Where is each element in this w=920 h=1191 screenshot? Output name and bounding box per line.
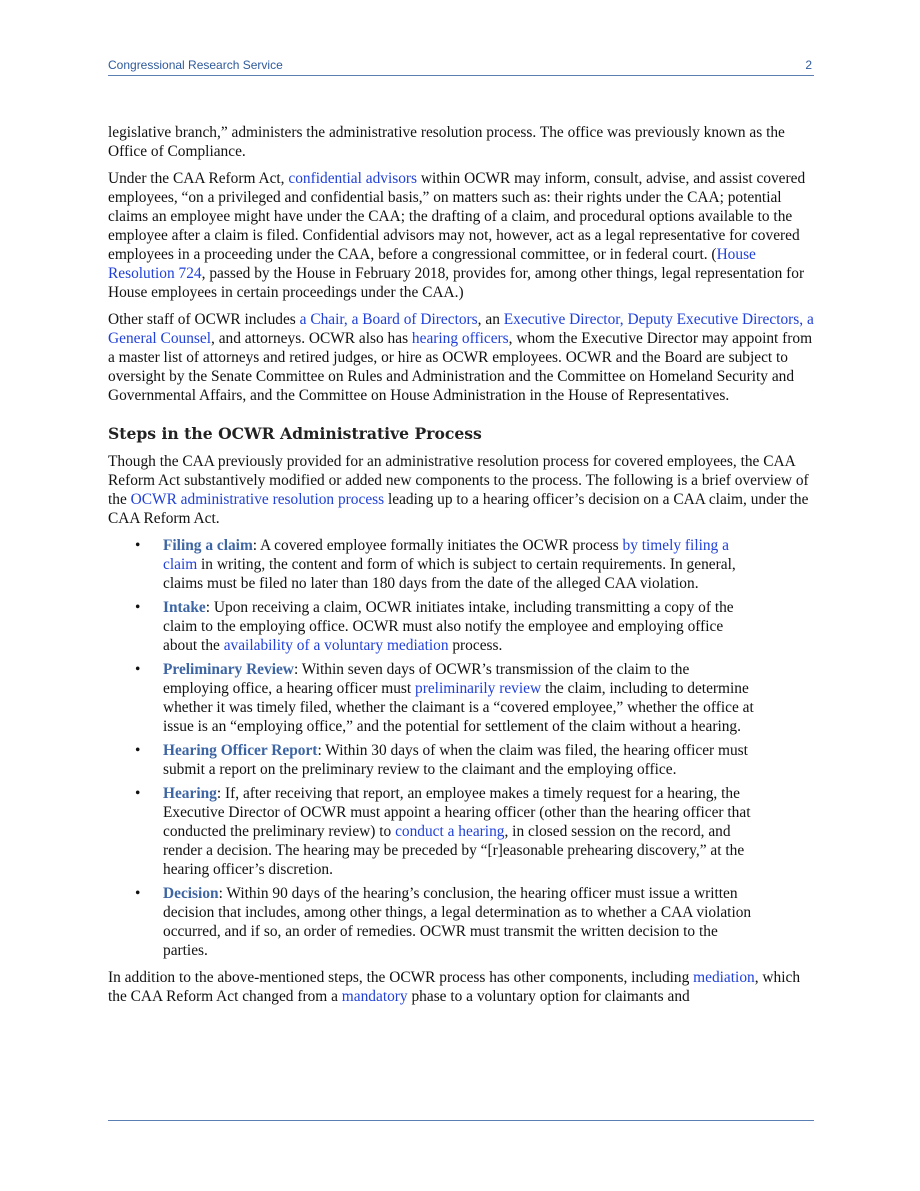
- paragraph-other-components: In addition to the above-mentioned steps, the OCWR process has other components, including mediation, which the CAA Reform Act changed from a mandatory phase to a voluntary option for claimants and: [108, 969, 801, 1005]
- step-term: Intake: [163, 599, 206, 616]
- link-chair-board[interactable]: a Chair, a Board of Directors: [299, 311, 478, 328]
- list-item: • Decision: Within 90 days of the hearing’s conclusion, the hearing officer must issue a written decision that includes, among other things, a legal determination as to whether a CAA violation occurred, and if so, an order of remedies. OCWR must transmit the written decision to the parties.: [135, 885, 752, 959]
- step-term: Hearing Officer Report: [163, 742, 318, 759]
- paragraph-confidential-advisors: Under the CAA Reform Act, confidential advisors within OCWR may inform, consult, advise, and assist covered employees, “on a privileged and confidential basis,” on matters such as: their rights under the CAA; potential claims an employee might have under the CAA; the drafting of a claim, and procedural options available to the employee after a claim is filed. Confidential advisors may not, however, act as a legal representative for covered employees in a proceeding under the CAA, before a congressional committee, or in federal court. (House Resolution 724, passed by the House in February 2018, provides for, among other things, legal representation for House employees in certain proceedings under the CAA.): [108, 170, 806, 301]
- step-term: Filing a claim: [163, 537, 253, 554]
- page-header: [108, 57, 814, 76]
- link-confidential-advisors[interactable]: confidential advisors: [288, 170, 418, 187]
- bullet-icon: •: [135, 599, 141, 616]
- list-item: • Hearing Officer Report: Within 30 days of when the claim was filed, the hearing officer must submit a report on the preliminary review to the claimant and the employing office.: [135, 742, 748, 778]
- link-mandatory[interactable]: mandatory: [341, 988, 408, 1005]
- paragraph-steps-intro: Though the CAA previously provided for an administrative resolution process for covered employees, the CAA Reform Act substantively modified or added new components to the process. The following is a brief overview of the OCWR administrative resolution process leading up to a hearing officer’s decision on a CAA claim, under the CAA Reform Act.: [108, 453, 809, 527]
- step-term: Decision: [163, 885, 219, 902]
- footer-divider: [108, 1120, 814, 1121]
- link-ocwr-process[interactable]: OCWR administrative resolution process: [130, 491, 385, 508]
- bullet-icon: •: [135, 661, 141, 678]
- list-item: • Preliminary Review: Within seven days of OCWR’s transmission of the claim to the employing office, a hearing officer must preliminarily review the claim, including to determine whether it was timely filed, whether the claimant is a “covered employee,” whether the office at issue is an “employing office,” and the potential for settlement of the claim without a hearing.: [135, 661, 754, 735]
- bullet-icon: •: [135, 885, 141, 902]
- link-mediation[interactable]: mediation: [693, 969, 755, 986]
- link-executive-director[interactable]: Executive Director, Deputy Executive Directors, a General Counsel: [108, 311, 814, 347]
- paragraph-1: legislative branch,” administers the administrative resolution process. The office was previously known as the Office of Compliance.: [108, 124, 785, 160]
- steps-list: [108, 536, 814, 960]
- link-house-resolution-724[interactable]: House Resolution 724: [108, 246, 756, 282]
- paragraph-ocwr-staff: Other staff of OCWR includes a Chair, a Board of Directors, an Executive Director, Deputy Executive Directors, a General Counsel, and attorneys. OCWR also has hearing officers, whom the Executive Director may appoint from a master list of attorneys and retired judges, or hire as OCWR employees. OCWR and the Board are subject to oversight by the Senate Committee on Rules and Administration and the Committee on Homeland Security and Governmental Affairs, and the Committee on House Administration in the House of Representatives.: [108, 311, 814, 404]
- step-link[interactable]: preliminarily review: [415, 680, 542, 697]
- step-term: Preliminary Review: [163, 661, 294, 678]
- section-heading: Steps in the OCWR Administrative Process: [108, 424, 482, 443]
- list-item: • Intake: Upon receiving a claim, OCWR initiates intake, including transmitting a copy of the claim to the employing office. OCWR must also notify the employee and employing office about the availability of a voluntary mediation process.: [135, 599, 734, 654]
- bullet-icon: •: [135, 537, 141, 554]
- bullet-icon: •: [135, 785, 141, 802]
- list-item: • Hearing: If, after receiving that report, an employee makes a timely request for a hearing, the Executive Director of OCWR must appoint a hearing officer (other than the hearing officer that conducted the preliminary review) to conduct a hearing, in closed session on the record, and render a decision. The hearing may be preceded by “[r]easonable prehearing discovery,” at the hearing officer’s discretion.: [135, 785, 751, 878]
- header-publisher: Congressional Research Service: [108, 58, 283, 72]
- link-hearing-officers[interactable]: hearing officers: [411, 330, 509, 347]
- step-term: Hearing: [163, 785, 217, 802]
- page-number: 2: [805, 58, 812, 72]
- bullet-icon: •: [135, 742, 141, 759]
- step-link[interactable]: conduct a hearing: [395, 823, 505, 840]
- list-item: • Filing a claim: A covered employee formally initiates the OCWR process by timely filing a claim in writing, the content and form of which is subject to certain requirements. In general, claims must be filed no later than 180 days from the date of the alleged CAA violation.: [135, 537, 736, 592]
- step-link[interactable]: availability of a voluntary mediation: [223, 637, 449, 654]
- document-body: [108, 123, 814, 1014]
- step-link[interactable]: by timely filing a claim: [163, 537, 729, 573]
